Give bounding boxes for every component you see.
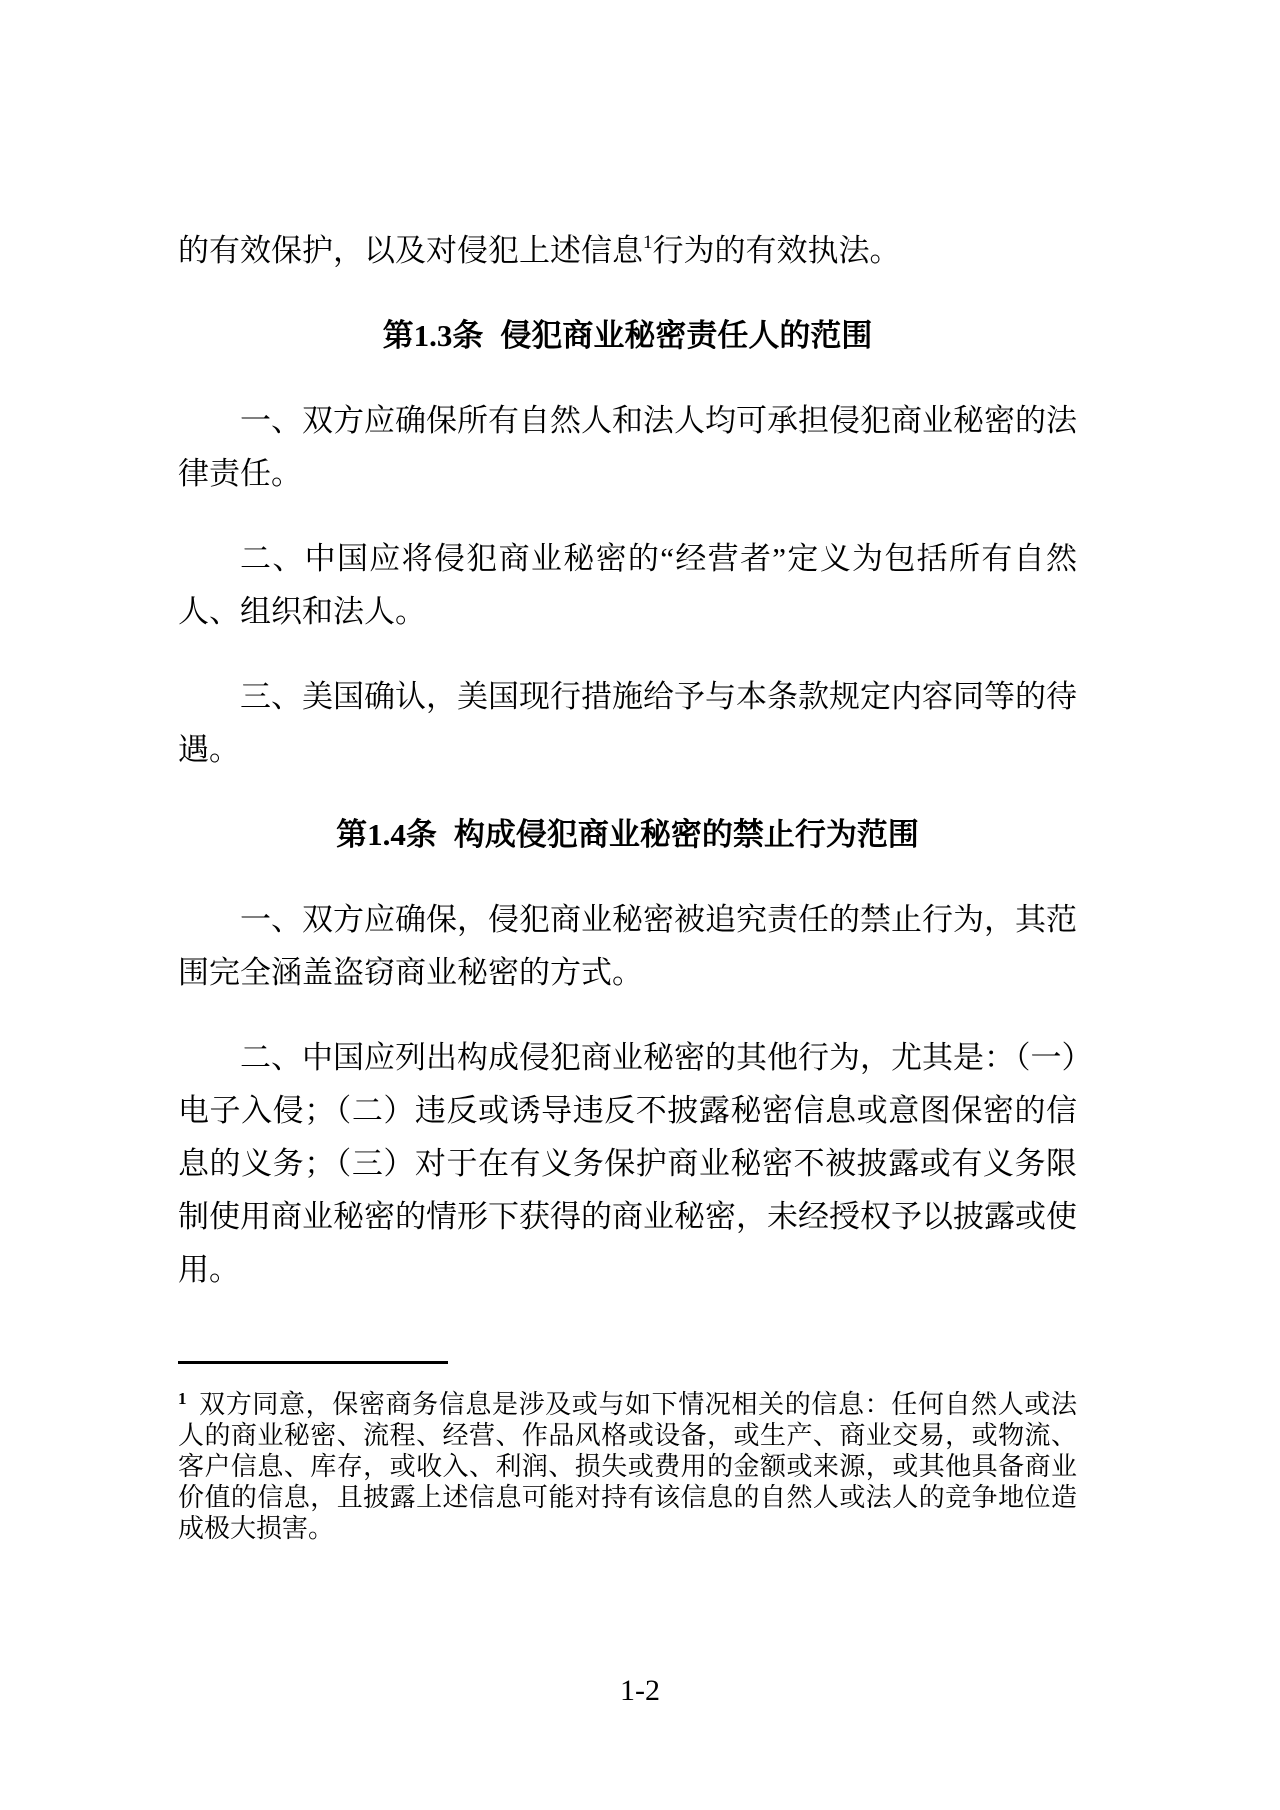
footnote-marker-superscript: 1 <box>178 1389 187 1408</box>
section-1-3-title: 侵犯商业秘密责任人的范围 <box>500 318 873 353</box>
section-1-3-paragraph-3: 三、美国确认，美国现行措施给予与本条款规定内容同等的待遇。 <box>178 679 1077 767</box>
section-1-4-title: 构成侵犯商业秘密的禁止行为范围 <box>453 817 919 852</box>
section-1-4-paragraph-2: 二、中国应列出构成侵犯商业秘密的其他行为，尤其是：（一）电子入侵；（二）违反或诱导违反不披露秘密信息或意图保密的信息的义务；（三）对于在有义务保护商业秘密不被披露或有义务限制使用商业秘密的情形下获得的商业秘密，未经授权予以披露或使用。 <box>178 1040 1077 1287</box>
document-content <box>178 224 1077 1544</box>
section-1-3-number: 第1.3条 <box>382 318 484 353</box>
footnote-separator-rule <box>178 1361 448 1364</box>
footnote-text: 双方同意，保密商务信息是涉及或与如下情况相关的信息：任何自然人或法人的商业秘密、流程、经营、作品风格或设备，或生产、商业交易，或物流、客户信息、库存，或收入、利润、损失或费用的金额或来源，或其他具备商业价值的信息，且披露上述信息可能对持有该信息的自然人或法人的竞争地位造成极大损害。 <box>178 1390 1077 1543</box>
section-1-4-heading <box>178 808 1077 861</box>
footnote-paragraph <box>178 1389 1077 1544</box>
section-1-3-heading <box>178 309 1077 362</box>
section-1-3-paragraph-2: 二、中国应将侵犯商业秘密的“经营者”定义为包括所有自然人、组织和法人。 <box>178 541 1077 629</box>
section-1-3-paragraph-1: 一、双方应确保所有自然人和法人均可承担侵犯商业秘密的法律责任。 <box>178 403 1077 491</box>
section-1-4-number: 第1.4条 <box>336 817 437 852</box>
intro-paragraph <box>178 224 1077 277</box>
page-number: 1-2 <box>620 1674 660 1707</box>
section-1-4-paragraph-1: 一、双方应确保，侵犯商业秘密被追究责任的禁止行为，其范围完全涵盖盗窃商业秘密的方式。 <box>178 902 1077 990</box>
intro-text-post: 行为的有效执法。 <box>652 233 901 268</box>
footnote-reference-superscript: 1 <box>643 232 653 253</box>
intro-text-pre: 的有效保护，以及对侵犯上述信息 <box>178 233 643 268</box>
